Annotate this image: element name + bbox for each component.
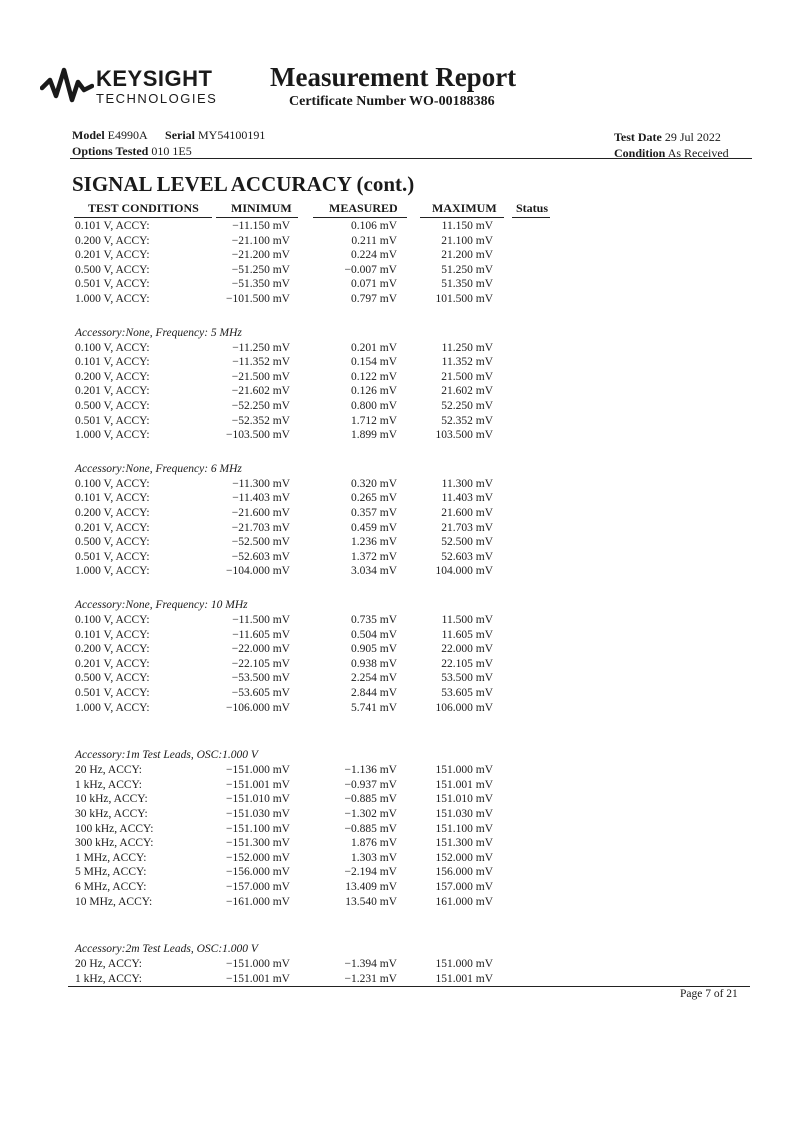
page-number: Page 7 of 21 xyxy=(680,988,738,1000)
test-condition-cell: 0.500 V, ACCY: xyxy=(75,672,150,685)
measured-cell: 0.459 mV xyxy=(351,521,397,534)
group-label: Accessory:None, Frequency: 10 MHz xyxy=(75,599,248,611)
minimum-cell: −52.603 mV xyxy=(231,550,290,563)
footer-divider xyxy=(68,986,750,987)
maximum-cell: 52.603 mV xyxy=(441,550,493,563)
test-condition-cell: 0.100 V, ACCY: xyxy=(75,341,150,354)
test-condition-cell: 0.101 V, ACCY: xyxy=(75,220,150,232)
maximum-cell: 151.100 mV xyxy=(435,822,493,835)
table-row xyxy=(0,292,794,307)
minimum-cell: −151.030 mV xyxy=(226,808,290,820)
test-condition-cell: 0.501 V, ACCY: xyxy=(75,687,150,699)
table-row xyxy=(0,642,794,657)
minimum-cell: −151.100 mV xyxy=(226,822,290,835)
table-row xyxy=(0,384,794,399)
measured-cell: 13.409 mV xyxy=(345,881,397,893)
minimum-cell: −21.100 mV xyxy=(231,234,290,247)
condition-label: Condition xyxy=(614,146,666,160)
measured-cell: 0.224 mV xyxy=(351,249,397,262)
table-row xyxy=(0,628,794,643)
table-row xyxy=(0,778,794,793)
minimum-cell: −151.000 mV xyxy=(226,764,290,777)
minimum-cell: −11.605 mV xyxy=(232,628,290,641)
minimum-cell: −11.250 mV xyxy=(232,341,290,354)
measured-cell: 0.938 mV xyxy=(351,657,397,670)
measured-cell: −1.136 mV xyxy=(344,764,397,777)
test-condition-cell: 0.201 V, ACCY: xyxy=(75,521,150,534)
maximum-cell: 11.352 mV xyxy=(441,356,493,369)
group-label: Accessory:2m Test Leads, OSC:1.000 V xyxy=(75,943,258,956)
table-row xyxy=(0,657,794,672)
minimum-cell: −21.500 mV xyxy=(231,370,290,383)
measured-cell: 13.540 mV xyxy=(345,895,397,908)
maximum-cell: 103.500 mV xyxy=(435,429,493,442)
maximum-cell: 11.250 mV xyxy=(441,341,493,354)
measured-cell: 0.154 mV xyxy=(351,356,397,369)
minimum-cell: −151.001 mV xyxy=(226,778,290,791)
maximum-cell: 106.000 mV xyxy=(435,701,493,714)
table-row xyxy=(0,957,794,972)
minimum-cell: −151.001 mV xyxy=(226,972,290,985)
test-condition-cell: 0.200 V, ACCY: xyxy=(75,507,150,519)
test-condition-cell: 0.201 V, ACCY: xyxy=(75,249,150,262)
maximum-cell: 161.000 mV xyxy=(435,895,493,908)
column-underline-minimum xyxy=(216,217,298,218)
test-condition-cell: 0.101 V, ACCY: xyxy=(75,356,150,369)
table-row xyxy=(0,535,794,550)
test-info xyxy=(614,129,729,161)
test-condition-cell: 0.500 V, ACCY: xyxy=(75,536,150,549)
column-underline-conditions xyxy=(74,217,212,218)
minimum-cell: −161.000 mV xyxy=(226,895,290,908)
maximum-cell: 151.000 mV xyxy=(435,764,493,777)
table-row xyxy=(0,277,794,292)
test-condition-cell: 0.200 V, ACCY: xyxy=(75,234,150,247)
minimum-cell: −103.500 mV xyxy=(226,429,290,442)
minimum-cell: −151.300 mV xyxy=(226,837,290,850)
options-label: Options Tested xyxy=(72,144,149,158)
maximum-cell: 21.602 mV xyxy=(441,385,493,398)
minimum-cell: −21.200 mV xyxy=(231,249,290,262)
test-condition-cell: 10 MHz, ACCY: xyxy=(75,895,153,908)
maximum-cell: 101.500 mV xyxy=(435,293,493,305)
test-condition-cell: 1 kHz, ACCY: xyxy=(75,972,142,985)
maximum-cell: 21.200 mV xyxy=(441,249,493,262)
maximum-cell: 22.000 mV xyxy=(441,643,493,656)
table-row xyxy=(0,550,794,565)
minimum-cell: −101.500 mV xyxy=(226,293,290,305)
measured-cell: 5.741 mV xyxy=(351,701,397,714)
measured-cell: 0.122 mV xyxy=(351,370,397,383)
measured-cell: −1.302 mV xyxy=(344,808,397,820)
report-title: Measurement Report xyxy=(270,62,517,92)
test-condition-cell: 0.500 V, ACCY: xyxy=(75,263,150,276)
table-row xyxy=(0,701,794,716)
table-row xyxy=(0,972,794,987)
brand-name: KEYSIGHT xyxy=(96,65,213,91)
measured-cell: −0.937 mV xyxy=(344,778,397,791)
maximum-cell: 11.500 mV xyxy=(441,614,493,626)
table-row xyxy=(0,219,794,234)
minimum-cell: −21.600 mV xyxy=(231,507,290,519)
table-row xyxy=(0,234,794,249)
test-condition-cell: 1.000 V, ACCY: xyxy=(75,429,150,442)
table-row xyxy=(0,263,794,278)
test-condition-cell: 20 Hz, ACCY: xyxy=(75,764,142,777)
maximum-cell: 52.500 mV xyxy=(441,536,493,549)
test-date-value: 29 Jul 2022 xyxy=(664,130,721,144)
minimum-cell: −11.150 mV xyxy=(232,220,290,232)
test-condition-cell: 0.200 V, ACCY: xyxy=(75,643,150,656)
test-condition-cell: 5 MHz, ACCY: xyxy=(75,866,147,879)
column-header-minimum: MINIMUM xyxy=(231,201,292,215)
column-underline-maximum xyxy=(420,217,504,218)
table-row xyxy=(0,414,794,429)
measured-cell: 0.265 mV xyxy=(351,492,397,505)
measured-cell: 0.211 mV xyxy=(351,234,397,247)
maximum-cell: 22.105 mV xyxy=(441,657,493,670)
table-row xyxy=(0,792,794,807)
table-row xyxy=(0,491,794,506)
column-header-conditions: TEST CONDITIONS xyxy=(88,201,199,215)
maximum-cell: 21.703 mV xyxy=(441,521,493,534)
maximum-cell: 53.500 mV xyxy=(441,672,493,685)
test-condition-cell: 1 MHz, ACCY: xyxy=(75,851,147,864)
maximum-cell: 151.300 mV xyxy=(435,837,493,850)
measured-cell: 1.876 mV xyxy=(351,837,397,850)
minimum-cell: −106.000 mV xyxy=(226,701,290,714)
minimum-cell: −52.250 mV xyxy=(231,400,290,412)
measured-cell: 0.504 mV xyxy=(351,628,397,641)
maximum-cell: 53.605 mV xyxy=(441,687,493,699)
condition-value: As Received xyxy=(667,146,729,160)
measured-cell: 0.106 mV xyxy=(351,220,397,232)
maximum-cell: 156.000 mV xyxy=(435,866,493,879)
maximum-cell: 104.000 mV xyxy=(435,565,493,578)
instrument-info xyxy=(72,127,265,159)
maximum-cell: 151.001 mV xyxy=(435,778,493,791)
group-label: Accessory:None, Frequency: 6 MHz xyxy=(75,462,242,475)
test-condition-cell: 0.501 V, ACCY: xyxy=(75,278,150,291)
test-condition-cell: 30 kHz, ACCY: xyxy=(75,808,148,820)
test-date-label: Test Date xyxy=(614,130,662,144)
column-header-maximum: MAXIMUM xyxy=(432,201,497,215)
measured-cell: 0.800 mV xyxy=(351,400,397,412)
minimum-cell: −53.500 mV xyxy=(231,672,290,685)
minimum-cell: −22.000 mV xyxy=(231,643,290,656)
test-condition-cell: 6 MHz, ACCY: xyxy=(75,881,147,893)
minimum-cell: −22.105 mV xyxy=(231,657,290,670)
minimum-cell: −52.500 mV xyxy=(231,536,290,549)
maximum-cell: 151.000 mV xyxy=(435,958,493,971)
minimum-cell: −21.703 mV xyxy=(231,521,290,534)
test-condition-cell: 1.000 V, ACCY: xyxy=(75,565,150,578)
table-row xyxy=(0,613,794,628)
maximum-cell: 21.500 mV xyxy=(441,370,493,383)
test-condition-cell: 1 kHz, ACCY: xyxy=(75,778,142,791)
test-condition-cell: 0.101 V, ACCY: xyxy=(75,492,150,505)
measured-cell: 1.712 mV xyxy=(351,414,397,427)
test-condition-cell: 10 kHz, ACCY: xyxy=(75,793,148,806)
serial-value: MY54100191 xyxy=(198,128,266,142)
minimum-cell: −53.605 mV xyxy=(231,687,290,699)
measured-cell: 0.905 mV xyxy=(351,643,397,656)
test-condition-cell: 100 kHz, ACCY: xyxy=(75,822,154,835)
table-row xyxy=(0,428,794,443)
table-row xyxy=(0,836,794,851)
measured-cell: −0.885 mV xyxy=(344,793,397,806)
test-condition-cell: 0.501 V, ACCY: xyxy=(75,414,150,427)
table-row xyxy=(0,671,794,686)
maximum-cell: 21.100 mV xyxy=(441,234,493,247)
maximum-cell: 151.010 mV xyxy=(435,793,493,806)
serial-label: Serial xyxy=(165,128,196,142)
measured-cell: −0.007 mV xyxy=(344,263,397,276)
maximum-cell: 157.000 mV xyxy=(435,881,493,893)
keysight-wave-logo-icon xyxy=(40,66,94,106)
measured-cell: 0.320 mV xyxy=(351,477,397,490)
maximum-cell: 151.030 mV xyxy=(435,808,493,820)
table-row xyxy=(0,895,794,910)
table-row xyxy=(0,477,794,492)
minimum-cell: −11.352 mV xyxy=(232,356,290,369)
maximum-cell: 52.352 mV xyxy=(441,414,493,427)
table-row xyxy=(0,355,794,370)
keysight-logo xyxy=(40,66,217,106)
maximum-cell: 11.605 mV xyxy=(441,628,493,641)
maximum-cell: 11.403 mV xyxy=(441,492,493,505)
maximum-cell: 11.150 mV xyxy=(441,220,493,232)
measured-cell: 0.797 mV xyxy=(351,293,397,305)
table-row xyxy=(0,851,794,866)
measured-cell: 2.254 mV xyxy=(351,672,397,685)
test-condition-cell: 0.100 V, ACCY: xyxy=(75,614,150,626)
options-value: 010 1E5 xyxy=(151,144,192,158)
measured-cell: 2.844 mV xyxy=(351,687,397,699)
certificate-value: WO-00188386 xyxy=(409,94,495,109)
table-row xyxy=(0,865,794,880)
test-condition-cell: 1.000 V, ACCY: xyxy=(75,293,150,305)
measured-cell: 0.357 mV xyxy=(351,507,397,519)
table-row xyxy=(0,399,794,414)
measured-cell: 0.735 mV xyxy=(351,614,397,626)
minimum-cell: −151.000 mV xyxy=(226,958,290,971)
minimum-cell: −156.000 mV xyxy=(226,866,290,879)
minimum-cell: −51.250 mV xyxy=(231,263,290,276)
header-divider xyxy=(70,158,752,159)
column-header-measured: MEASURED xyxy=(329,201,398,215)
test-condition-cell: 20 Hz, ACCY: xyxy=(75,958,142,971)
minimum-cell: −151.010 mV xyxy=(226,793,290,806)
group-label: Accessory:None, Frequency: 5 MHz xyxy=(75,326,242,339)
minimum-cell: −52.352 mV xyxy=(231,414,290,427)
maximum-cell: 51.250 mV xyxy=(441,263,493,276)
measured-cell: 0.201 mV xyxy=(351,341,397,354)
maximum-cell: 52.250 mV xyxy=(441,400,493,412)
test-condition-cell: 0.500 V, ACCY: xyxy=(75,400,150,412)
table-row xyxy=(0,822,794,837)
column-underline-status xyxy=(512,217,550,218)
certificate-label: Certificate Number xyxy=(289,94,406,109)
minimum-cell: −157.000 mV xyxy=(226,881,290,893)
table-row xyxy=(0,506,794,521)
minimum-cell: −11.403 mV xyxy=(232,492,290,505)
section-title: SIGNAL LEVEL ACCURACY (cont.) xyxy=(72,172,415,196)
minimum-cell: −11.300 mV xyxy=(232,477,290,490)
minimum-cell: −11.500 mV xyxy=(232,614,290,626)
minimum-cell: −51.350 mV xyxy=(231,278,290,291)
table-row xyxy=(0,564,794,579)
brand-sub: TECHNOLOGIES xyxy=(96,90,218,106)
table-row xyxy=(0,341,794,356)
measured-cell: 0.071 mV xyxy=(351,278,397,291)
maximum-cell: 11.300 mV xyxy=(441,477,493,490)
measured-cell: 3.034 mV xyxy=(351,565,397,578)
test-condition-cell: 0.100 V, ACCY: xyxy=(75,477,150,490)
table-row xyxy=(0,521,794,536)
measured-cell: 0.126 mV xyxy=(351,385,397,398)
minimum-cell: −21.602 mV xyxy=(231,385,290,398)
table-row xyxy=(0,880,794,895)
maximum-cell: 21.600 mV xyxy=(441,507,493,519)
test-condition-cell: 0.101 V, ACCY: xyxy=(75,628,150,641)
maximum-cell: 152.000 mV xyxy=(435,851,493,864)
test-condition-cell: 0.200 V, ACCY: xyxy=(75,370,150,383)
table-row xyxy=(0,248,794,263)
measured-cell: −1.394 mV xyxy=(344,958,397,971)
measured-cell: 1.372 mV xyxy=(351,550,397,563)
certificate-number xyxy=(289,94,495,110)
column-header-status: Status xyxy=(516,201,549,215)
column-underline-measured xyxy=(313,217,407,218)
model-label: Model xyxy=(72,128,105,142)
test-condition-cell: 0.201 V, ACCY: xyxy=(75,657,150,670)
model-value: E4990A xyxy=(107,128,148,142)
measured-cell: 1.899 mV xyxy=(351,429,397,442)
group-label: Accessory:1m Test Leads, OSC:1.000 V xyxy=(75,749,258,762)
minimum-cell: −104.000 mV xyxy=(226,565,290,578)
test-condition-cell: 0.501 V, ACCY: xyxy=(75,550,150,563)
table-row xyxy=(0,370,794,385)
table-row xyxy=(0,686,794,701)
test-condition-cell: 0.201 V, ACCY: xyxy=(75,385,150,398)
measured-cell: −1.231 mV xyxy=(344,972,397,985)
table-row xyxy=(0,807,794,822)
test-condition-cell: 1.000 V, ACCY: xyxy=(75,701,150,714)
measured-cell: −0.885 mV xyxy=(344,822,397,835)
measured-cell: −2.194 mV xyxy=(344,866,397,879)
table-row xyxy=(0,763,794,778)
maximum-cell: 51.350 mV xyxy=(441,278,493,291)
minimum-cell: −152.000 mV xyxy=(226,851,290,864)
test-condition-cell: 300 kHz, ACCY: xyxy=(75,837,154,850)
maximum-cell: 151.001 mV xyxy=(435,972,493,985)
measured-cell: 1.236 mV xyxy=(351,536,397,549)
measured-cell: 1.303 mV xyxy=(351,851,397,864)
